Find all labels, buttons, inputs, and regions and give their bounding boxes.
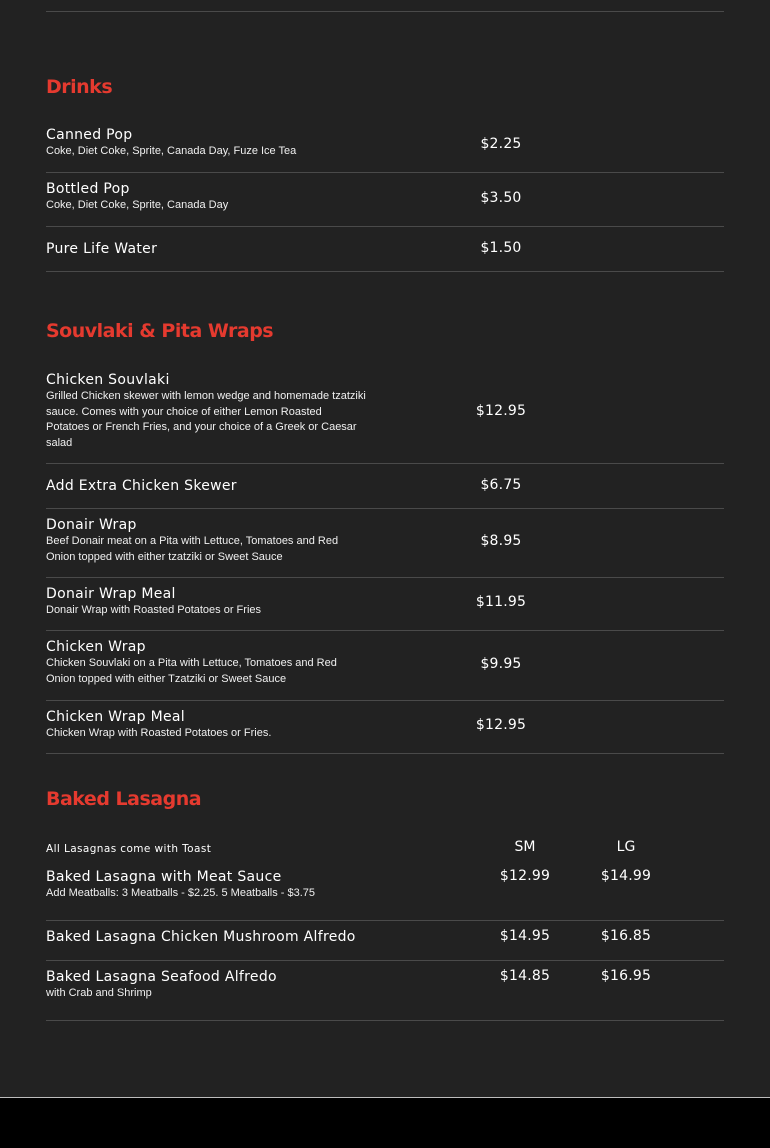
section-title-lasagna: Baked Lasagna xyxy=(46,788,202,810)
column-header-sm: SM xyxy=(514,839,536,855)
item-price: $9.95 xyxy=(480,656,522,672)
item-price: $2.25 xyxy=(480,136,522,152)
item-description: Donair Wrap with Roasted Potatoes or Fries xyxy=(46,604,261,616)
item-price-sm: $14.85 xyxy=(499,968,551,984)
item-name: Pure Life Water xyxy=(46,241,158,257)
menu-item xyxy=(46,638,724,687)
item-name: Add Extra Chicken Skewer xyxy=(46,478,237,494)
item-description: Chicken Wrap with Roasted Potatoes or Fries. xyxy=(46,727,272,739)
item-description: Beef Donair meat on a Pita with Lettuce, Tomatoes and Red Onion topped with either tzatziki or Sweet Sauce xyxy=(46,535,339,563)
item-name: Baked Lasagna Chicken Mushroom Alfredo xyxy=(46,929,356,945)
item-divider xyxy=(46,753,724,754)
item-divider xyxy=(46,577,724,578)
item-price: $6.75 xyxy=(480,477,522,493)
item-price-sm: $14.95 xyxy=(499,928,551,944)
footer xyxy=(0,1098,770,1148)
item-price-lg: $14.99 xyxy=(600,868,652,884)
item-name: Chicken Wrap Meal xyxy=(46,709,185,725)
section-note: All Lasagnas come with Toast xyxy=(46,843,212,855)
section-title-drinks: Drinks xyxy=(46,76,113,98)
menu-item xyxy=(46,371,724,451)
column-header-lg: LG xyxy=(616,839,636,855)
item-price: $1.50 xyxy=(480,240,522,256)
item-divider xyxy=(46,463,724,464)
item-divider xyxy=(46,630,724,631)
menu-item xyxy=(46,180,724,214)
item-price-lg: $16.95 xyxy=(600,968,652,984)
item-name: Baked Lasagna Seafood Alfredo xyxy=(46,969,277,985)
item-divider xyxy=(46,960,724,961)
section-title-souvlaki: Souvlaki & Pita Wraps xyxy=(46,320,274,342)
item-price: $12.95 xyxy=(475,403,527,419)
item-price: $8.95 xyxy=(480,533,522,549)
item-divider xyxy=(46,226,724,227)
menu-item xyxy=(46,585,724,619)
item-divider xyxy=(46,700,724,701)
item-description: Grilled Chicken skewer with lemon wedge and homemade tzatziki sauce. Comes with your choice of either Lemon Roasted Potatoes or French Fries, and your choice of a Greek or Caesar salad xyxy=(46,390,366,449)
menu-item xyxy=(46,126,724,160)
section-divider xyxy=(46,11,724,12)
item-price: $12.95 xyxy=(475,717,527,733)
item-description: Coke, Diet Coke, Sprite, Canada Day, Fuze Ice Tea xyxy=(46,145,297,157)
item-description: Add Meatballs: 3 Meatballs - $2.25. 5 Meatballs - $3.75 xyxy=(46,887,316,899)
item-name: Baked Lasagna with Meat Sauce xyxy=(46,869,282,885)
item-name: Bottled Pop xyxy=(46,181,130,197)
menu-item xyxy=(46,516,724,565)
menu-item xyxy=(46,240,724,258)
item-divider xyxy=(46,508,724,509)
menu-item xyxy=(46,477,724,495)
item-price-lg: $16.85 xyxy=(600,928,652,944)
item-price: $11.95 xyxy=(475,594,527,610)
item-divider xyxy=(46,1020,724,1021)
item-price-sm: $12.99 xyxy=(499,868,551,884)
item-divider xyxy=(46,271,724,272)
item-description: Coke, Diet Coke, Sprite, Canada Day xyxy=(46,199,229,211)
item-description: with Crab and Shrimp xyxy=(46,987,152,999)
item-name: Canned Pop xyxy=(46,127,133,143)
item-description: Chicken Souvlaki on a Pita with Lettuce, Tomatoes and Red Onion topped with either Tzatziki or Sweet Sauce xyxy=(46,657,337,685)
item-divider xyxy=(46,920,724,921)
menu-item xyxy=(46,708,724,742)
item-name: Donair Wrap xyxy=(46,517,137,533)
item-name: Chicken Souvlaki xyxy=(46,372,170,388)
item-price: $3.50 xyxy=(480,190,522,206)
item-divider xyxy=(46,172,724,173)
item-name: Donair Wrap Meal xyxy=(46,586,176,602)
item-name: Chicken Wrap xyxy=(46,639,146,655)
